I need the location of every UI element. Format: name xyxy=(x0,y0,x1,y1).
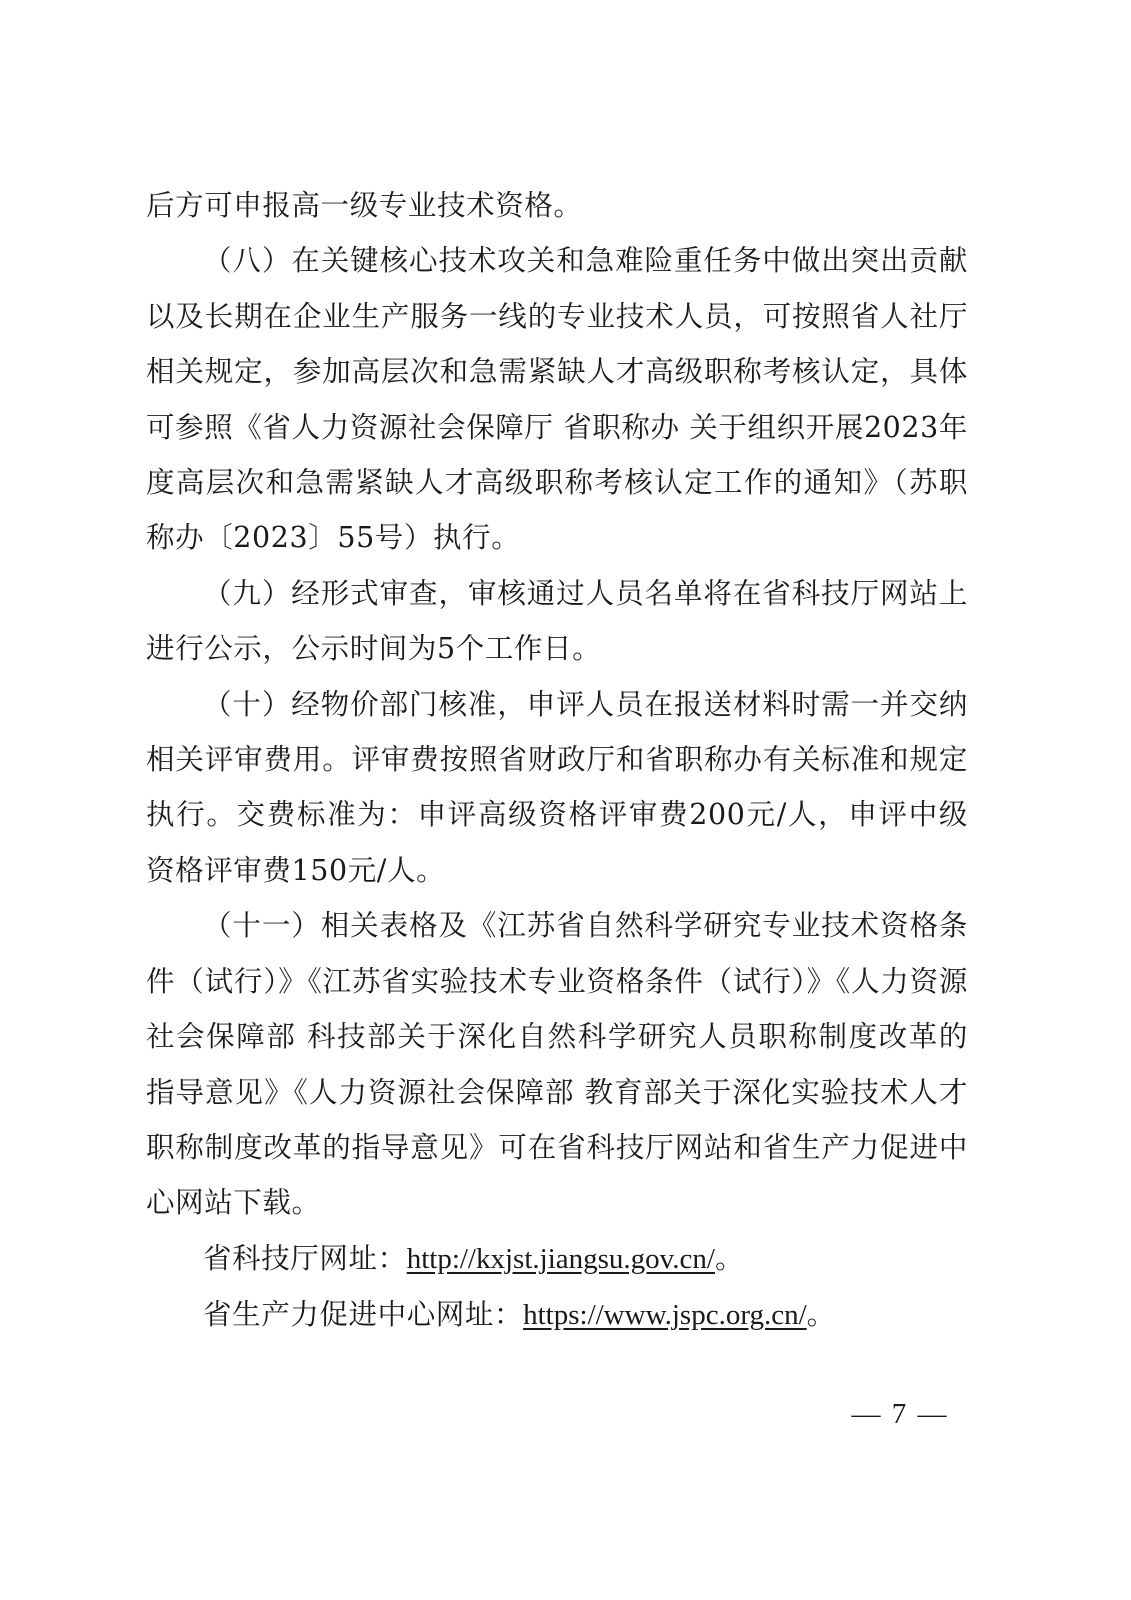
link-jspc-website[interactable]: https://www.jspc.org.cn/ xyxy=(523,1299,807,1332)
paragraph-item-10: （十）经物价部门核准，申评人员在报送材料时需一并交纳相关评审费用。评审费按照省财政厅和省职称办有关标准和规定执行。交费标准为：申评高级资格评审费200元/人，申评中级资格评审费150元/人。 xyxy=(146,687,968,887)
page-number: — 7 — xyxy=(851,1398,949,1430)
paragraph-item-8: （八）在关键核心技术攻关和急难险重任务中做出突出贡献以及长期在企业生产服务一线的专业技术人员，可按照省人社厅相关规定，参加高层次和急需紧缺人才高级职称考核认定，具体可参照《省人力资源社会保障厅 省职称办 关于组织开展2023年度高层次和急需紧缺人才高级职称考核认定工作的通知》（苏职称办〔2023〕55号）执行。 xyxy=(146,244,968,555)
paragraph-item-11: （十一）相关表格及《江苏省自然科学研究专业技术资格条件（试行）》《江苏省实验技术专业资格条件（试行）》《人力资源社会保障部 科技部关于深化自然科学研究人员职称制度改革的指导意见》《人力资源社会保障部 教育部关于深化实验技术人才职称制度改革的指导意见》可在省科技厅网站和省生产力促进中心网站下载。 xyxy=(146,909,968,1220)
document-body xyxy=(146,178,968,1344)
website-label-jspc: 省生产力促进中心网址： xyxy=(203,1298,524,1332)
paragraph-continuation: 后方可申报高一级专业技术资格。 xyxy=(146,189,583,222)
website-suffix-jspc: 。 xyxy=(806,1298,836,1332)
website-label-kxjst: 省科技厅网址： xyxy=(203,1241,407,1275)
website-line-kxjst xyxy=(146,1231,968,1287)
website-suffix-kxjst: 。 xyxy=(714,1241,745,1275)
link-kxjst-website[interactable]: http://kxjst.jiangsu.gov.cn/ xyxy=(406,1242,715,1275)
website-line-jspc xyxy=(146,1287,968,1343)
paragraph-item-9: （九）经形式审查，审核通过人员名单将在省科技厅网站上进行公示，公示时间为5个工作日。 xyxy=(146,576,968,666)
